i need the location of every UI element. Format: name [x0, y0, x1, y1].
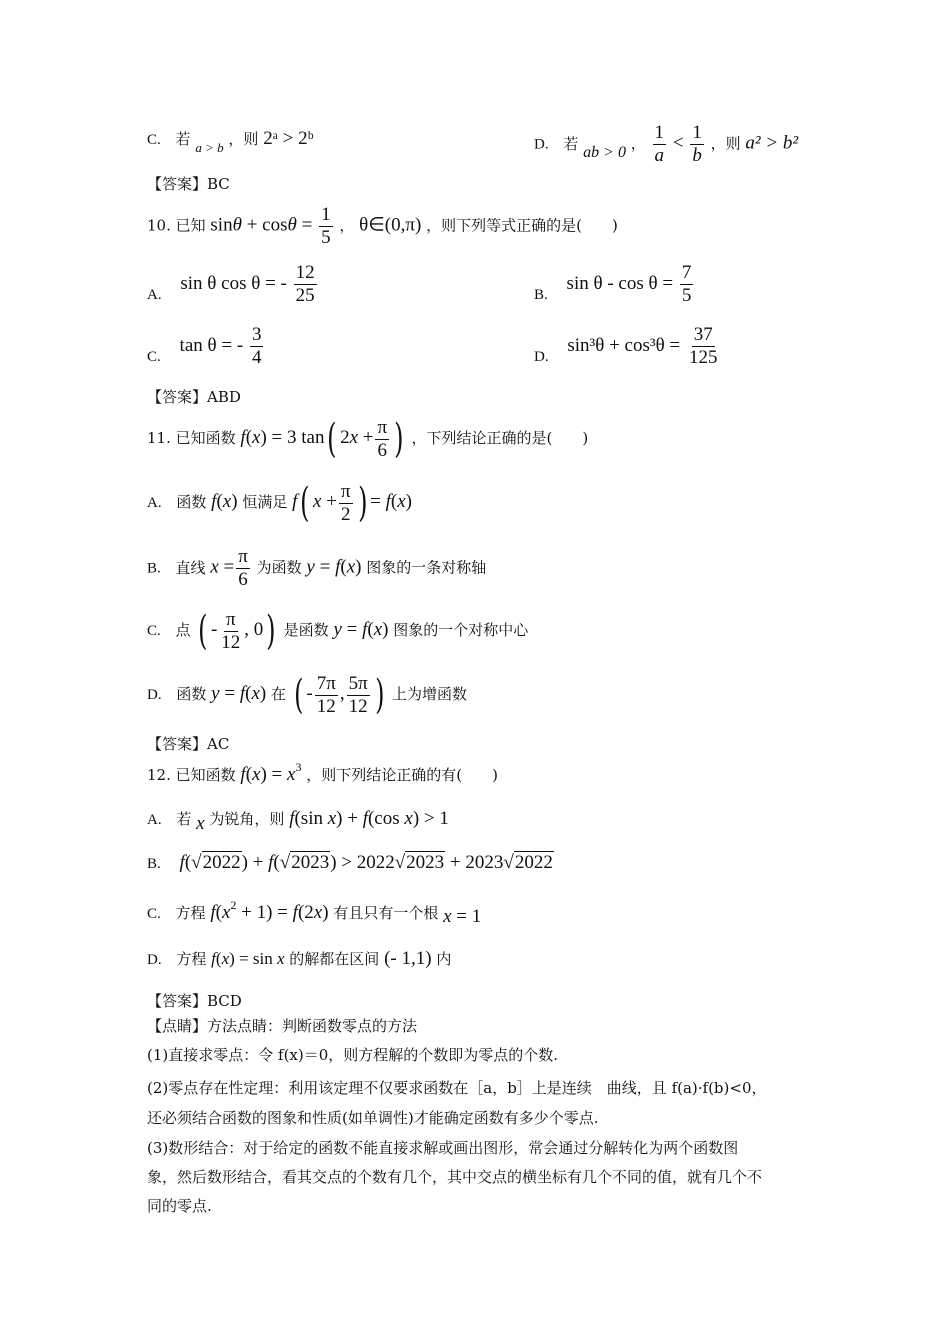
fraction: $\frac{1}{5}$: [321, 204, 331, 248]
q9-option-c: [147, 128, 314, 155]
notes-paragraph-2b: 还必须结合函数的图象和性质(如单调性)才能确定函数有多少个零点.: [147, 1109, 599, 1127]
notes-paragraph-2a: (2)零点存在性定理：利用该定理不仅要求函数在［a，b］上是连续 曲线，且 f(a)·f(b)<0，: [147, 1079, 767, 1097]
q12-option-b: B. f(√2022) + f(√2023) > 2022√2023 + 2023√2022: [147, 852, 553, 873]
q12-a-text1: 若: [176, 810, 192, 828]
option-label: D.: [534, 136, 549, 153]
q9-c-inequality: 2ᵃ > 2ᵇ: [263, 128, 314, 149]
option-label: A.: [147, 495, 162, 511]
q10-stem: 10. 已知 sinθ + cosθ = $\frac{1}{5}$ ， θ∈(0,π) ，则下列等式正确的是( ): [147, 204, 618, 248]
q9-d-comma: ，: [630, 134, 646, 153]
q12-option-d: D. 方程 f(x) = sin x 的解都在区间 (- 1,1) 内: [147, 948, 452, 969]
notes-paragraph-1: (1)直接求零点：令 f(x)＝0，则方程解的个数即为零点的个数.: [147, 1046, 559, 1064]
fraction: $\frac{1}{b}$: [692, 122, 702, 166]
q11-option-c: C. 点 ( - $\frac{\pi}{12}$ , 0) 是函数 y = f(x) 图象的一个对称中心: [147, 608, 529, 654]
q9-d-text1: 若: [563, 134, 579, 153]
q11-c-text2: 是函数: [283, 621, 329, 639]
fraction: $\frac{7\pi}{12}$: [316, 672, 336, 717]
q10-a-lhs: sin θ cos θ = -: [180, 272, 287, 294]
q10-condition: θ∈(0,π): [359, 214, 422, 236]
option-label: B.: [534, 286, 548, 303]
option-label: C.: [147, 348, 161, 365]
q11-c-text3: 图象的一个对称中心: [393, 621, 529, 639]
q12-stem-suffix: ，则下列结论正确的有( ): [306, 766, 498, 784]
q12-c-text1: 方程: [175, 904, 206, 922]
q12-stem: 12. 已知函数 $f(x) = x^3$ ，则下列结论正确的有( ): [147, 760, 498, 785]
option-label: D.: [534, 348, 549, 365]
q12-d-text2: 的解都在区间: [289, 950, 380, 968]
fraction: $\frac{12}{25}$: [295, 262, 315, 306]
q12-stem-prefix: 12. 已知函数: [147, 766, 236, 784]
notes-heading: 【点睛】方法点睛：判断函数零点的方法: [147, 1017, 418, 1035]
notes-paragraph-3b: 象，然后数形结合，看其交点的个数有几个，其中交点的横坐标有几个不同的值，就有几个不: [147, 1168, 763, 1186]
q11-b-text1: 直线: [175, 558, 206, 577]
option-label: C.: [147, 906, 161, 922]
fraction: $\frac{1}{a}$: [654, 122, 665, 166]
q9-option-d: D. 若 ab > 0 ， $\frac{1}{a}$ < $\frac{1}{b}$ ，则 a² > b²: [534, 122, 799, 166]
q9-c-condition: a > b: [195, 140, 224, 155]
q11-answer: 【答案】AC: [147, 735, 230, 753]
option-label: B.: [147, 560, 161, 577]
fraction: $\frac{37}{125}$: [688, 324, 718, 368]
q12-c-text2: 有且只有一个根: [333, 904, 439, 922]
q10-stem-suffix: ，则下列等式正确的是( ): [426, 216, 618, 235]
option-label: A.: [147, 812, 162, 828]
q12-option-a: A. 若 x 为锐角，则 f(sin x) + f(cos x) > 1: [147, 808, 449, 834]
fraction: $\frac{5\pi}{12}$: [348, 672, 368, 717]
q10-d-lhs: sin³θ + cos³θ =: [567, 334, 681, 356]
option-label: D.: [147, 952, 162, 968]
q11-stem-suffix: ，下列结论正确的是( ): [411, 429, 589, 447]
q9-d-inequality: a² > b²: [745, 132, 799, 154]
q9-d-text2: ，则: [710, 134, 741, 153]
q11-d-text1: 函数: [176, 685, 207, 703]
q11-option-b: B. 直线 x = $\frac{\pi}{6}$ 为函数 y = f(x) 图象的一条对称轴: [147, 546, 487, 590]
fraction: $\frac{\pi}{6}$: [238, 546, 248, 590]
q10-option-c: [147, 324, 265, 369]
q11-b-text3: 图象的一条对称轴: [366, 558, 487, 577]
q10-b-lhs: sin θ - cos θ =: [566, 272, 674, 294]
fraction: $\frac{3}{4}$: [251, 324, 262, 368]
q9-d-condition: ab > 0: [583, 143, 626, 161]
fraction: $\frac{\pi}{6}$: [377, 416, 388, 461]
q11-option-d: D. 函数 y = f(x) 在 ( - $\frac{7\pi}{12}$ , $\frac{5\pi}{12}$ ) 上为增函数: [147, 672, 468, 718]
q9-c-text2: ，则: [228, 130, 259, 148]
q11-d-text2: 在: [270, 685, 286, 703]
q12-answer: 【答案】BCD: [147, 992, 242, 1010]
q10-option-b: [534, 262, 695, 307]
fraction: $\frac{\pi}{2}$: [340, 480, 351, 525]
q9-answer: 【答案】BC: [147, 175, 230, 193]
q11-option-a: A. 函数 f(x) 恒满足 f( x + $\frac{\pi}{2}$ ) = f(x): [147, 480, 412, 526]
option-label: C.: [147, 623, 161, 639]
notes-paragraph-3a: (3)数形结合：对于给定的函数不能直接求解或画出图形，常会通过分解转化为两个函数图: [147, 1139, 739, 1157]
q10-option-d: [534, 324, 721, 369]
q10-c-lhs: tan θ = -: [179, 334, 244, 356]
option-label: C.: [147, 132, 161, 148]
option-label: D.: [147, 687, 162, 703]
q11-a-text2: 恒满足: [242, 493, 288, 511]
q12-d-text1: 方程: [176, 950, 207, 968]
q10-answer: 【答案】ABD: [147, 388, 241, 406]
q10-option-a: [147, 262, 319, 307]
q12-option-c: C. 方程 $f(x^2 + 1) = f(2x)$ 有且只有一个根 x = 1: [147, 898, 482, 927]
q9-c-text1: 若: [175, 130, 191, 148]
fraction: $\frac{7}{5}$: [681, 262, 692, 306]
notes-paragraph-3c: 同的零点.: [147, 1197, 212, 1215]
q12-a-text2: 为锐角，则: [209, 810, 285, 828]
q11-a-text1: 函数: [176, 493, 207, 511]
option-label: A.: [147, 286, 162, 303]
q10-stem-prefix: 10. 已知: [147, 216, 206, 235]
q12-d-text3: 内: [436, 950, 452, 968]
fraction: $\frac{\pi}{12}$: [221, 608, 241, 653]
q11-b-text2: 为函数: [256, 558, 302, 577]
option-label: B.: [147, 856, 161, 872]
q11-stem: 11. 已知函数 f(x) = 3 tan( 2x + $\frac{\pi}{6}$ ) ，下列结论正确的是( ): [147, 416, 589, 462]
q11-stem-prefix: 11. 已知函数: [147, 429, 236, 447]
q11-d-text3: 上为增函数: [392, 685, 468, 703]
q11-c-text1: 点: [175, 621, 191, 639]
